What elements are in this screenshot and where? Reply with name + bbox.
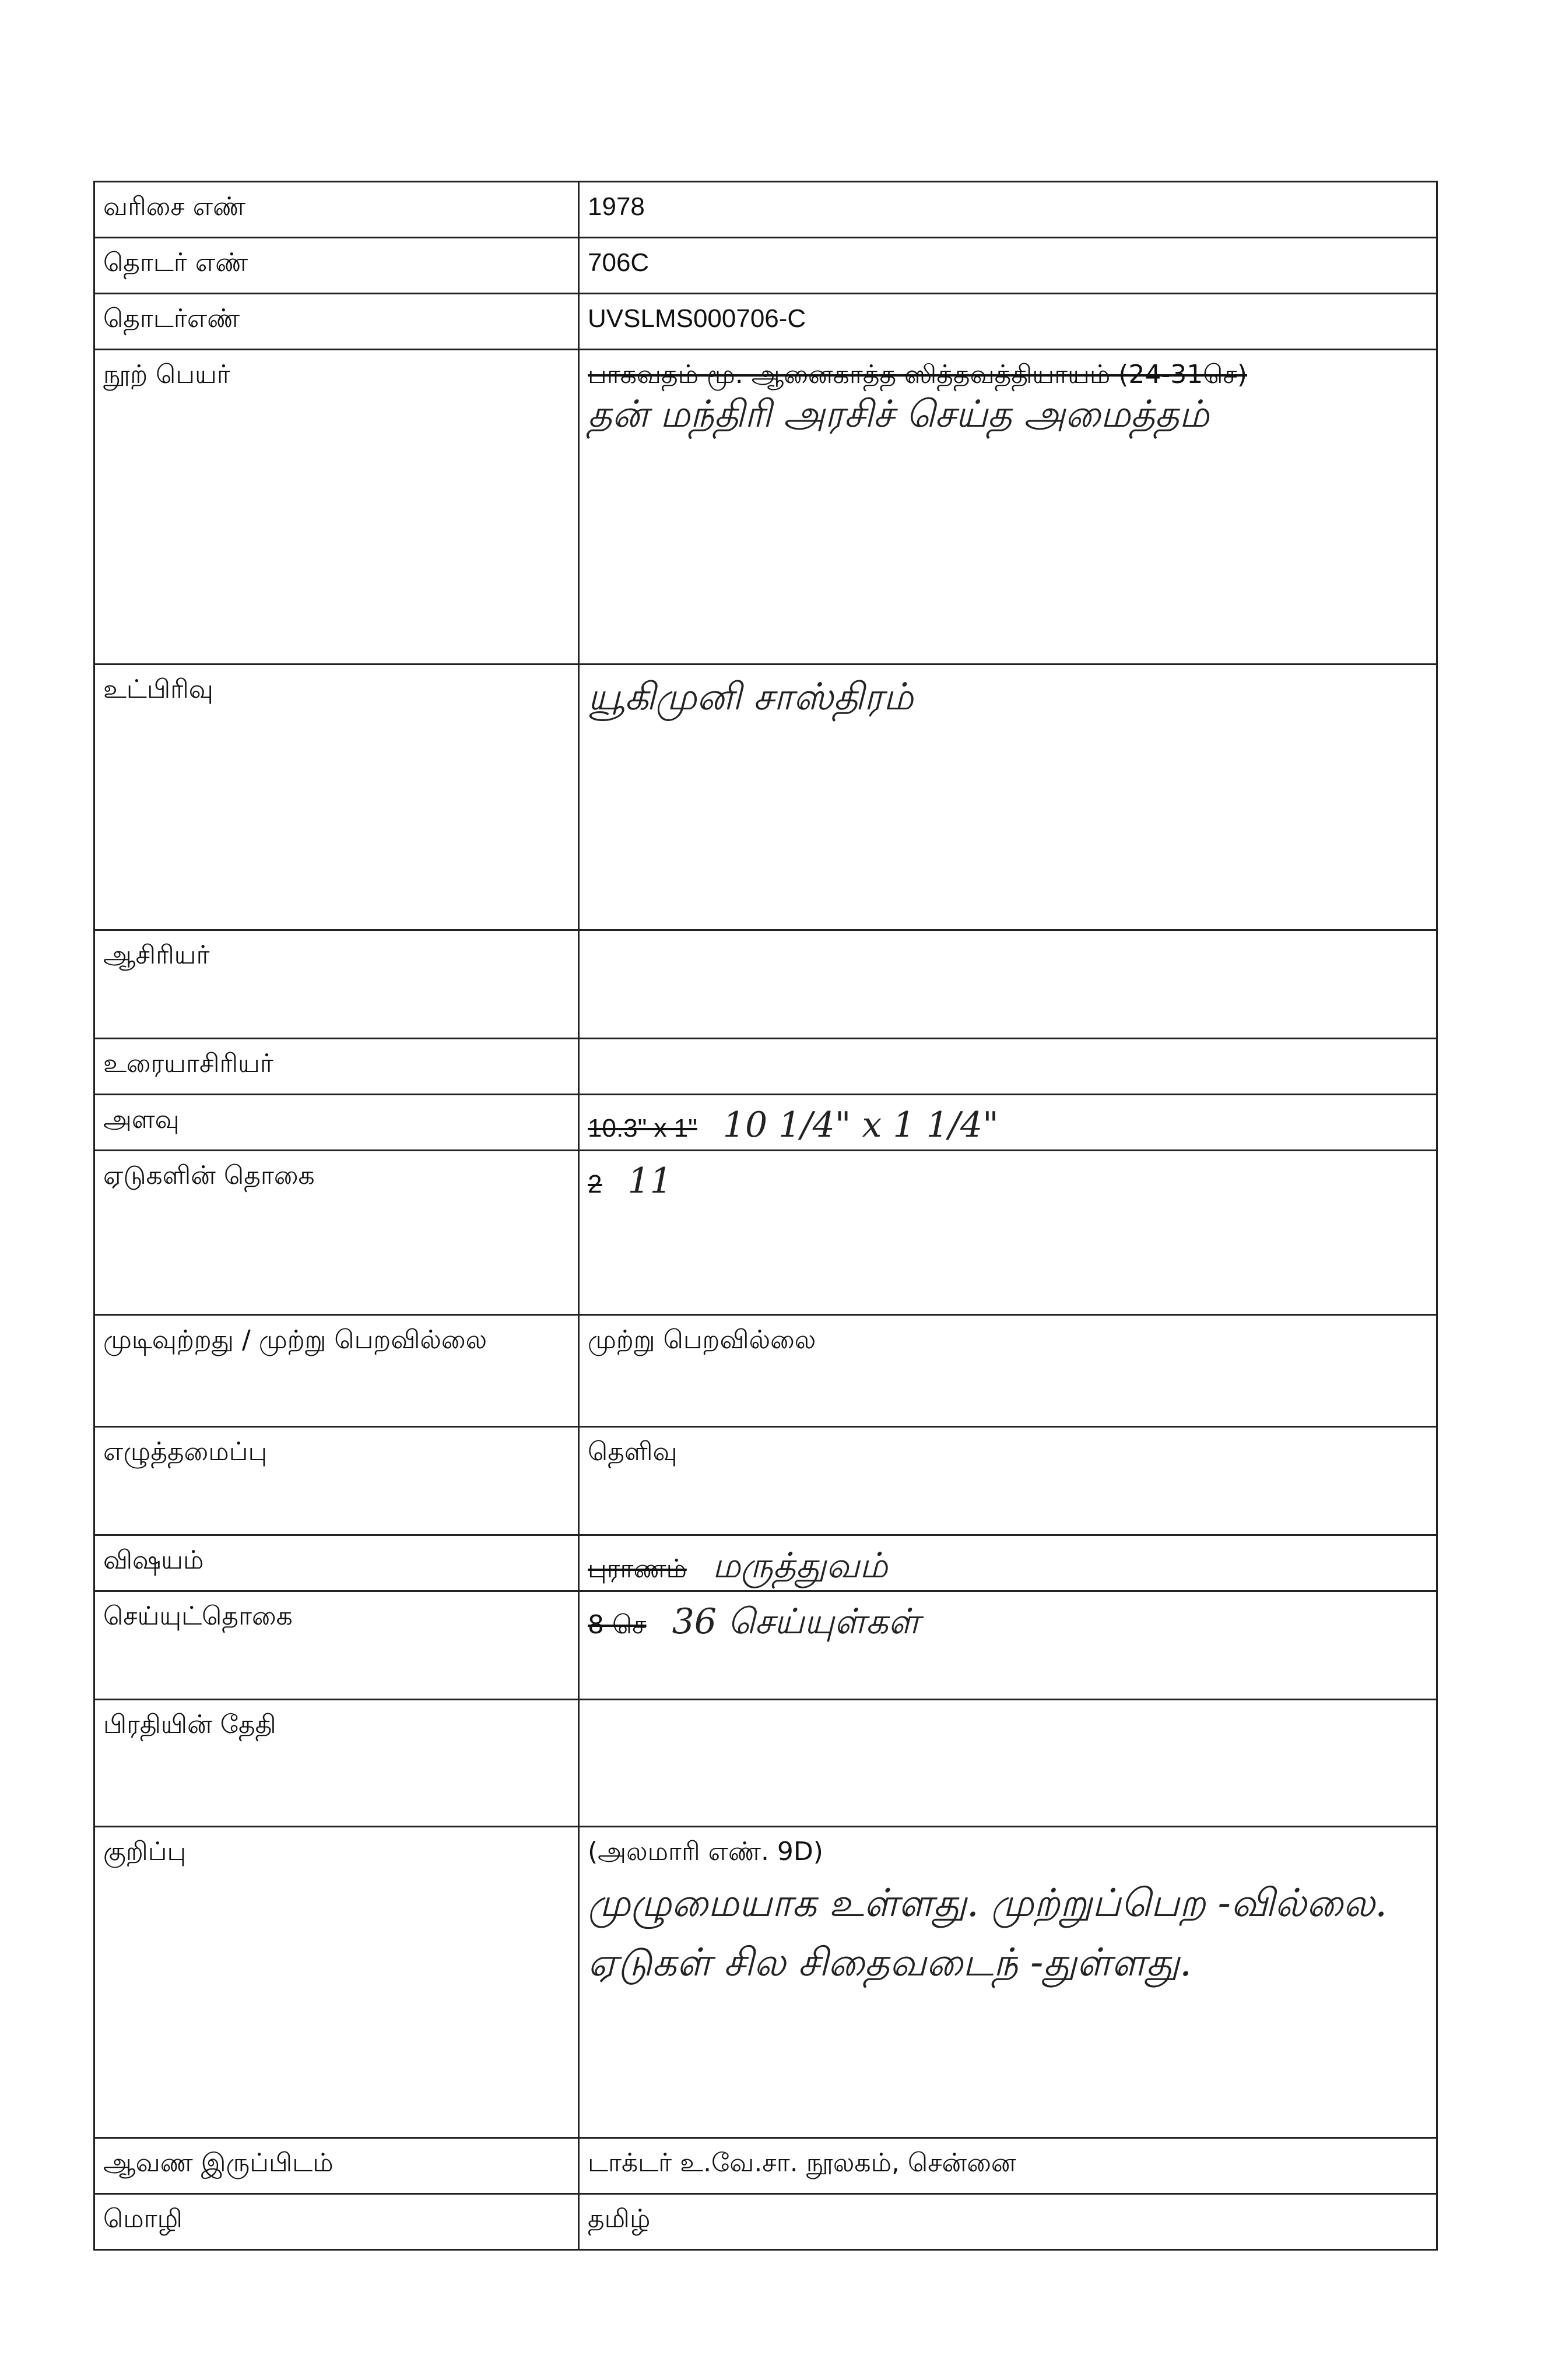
verse-count-handwritten-text: 36 செய்யுள்கள் bbox=[672, 1601, 920, 1642]
row-notes bbox=[94, 1827, 1437, 2138]
value-completion bbox=[579, 1315, 1437, 1427]
label-archive-location: ஆவண இருப்பிடம் bbox=[94, 2138, 579, 2194]
row-size bbox=[94, 1095, 1437, 1151]
row-author bbox=[94, 930, 1437, 1039]
row-subject bbox=[94, 1535, 1437, 1591]
series-number-text: 706C bbox=[588, 248, 650, 277]
label-copy-date: பிரதியின் தேதி bbox=[94, 1700, 579, 1827]
value-serial-number bbox=[579, 182, 1437, 238]
label-size: அளவு bbox=[94, 1095, 579, 1151]
label-title: நூற் பெயர் bbox=[94, 350, 579, 665]
subject-handwritten-text: மருத்துவம் bbox=[712, 1545, 888, 1586]
row-commentator bbox=[94, 1039, 1437, 1095]
label-commentator: உரையாசிரியர் bbox=[94, 1039, 579, 1095]
title-struck-text: பாகவதம் மூ. ஆனைகாத்த ஸித்தவத்தியாயம் (24-31செ) bbox=[588, 360, 1248, 389]
row-verse-count bbox=[94, 1591, 1437, 1700]
leaf-count-struck-text: 2 bbox=[588, 1170, 602, 1198]
serial-number-text: 1978 bbox=[588, 192, 645, 221]
row-script-clarity bbox=[94, 1427, 1437, 1535]
value-catalog-id bbox=[579, 294, 1437, 350]
label-script-clarity: எழுத்தமைப்பு bbox=[94, 1427, 579, 1535]
value-subject bbox=[579, 1535, 1437, 1591]
language-text: தமிழ் bbox=[588, 2204, 651, 2234]
label-verse-count: செய்யுட்தொகை bbox=[94, 1591, 579, 1700]
label-catalog-id: தொடர்எண் bbox=[94, 294, 579, 350]
label-subdivision: உட்பிரிவு bbox=[94, 665, 579, 930]
row-title bbox=[94, 350, 1437, 665]
row-completion bbox=[94, 1315, 1437, 1427]
script-clarity-text: தெளிவு bbox=[588, 1437, 678, 1467]
value-commentator bbox=[579, 1039, 1437, 1095]
catalog-id-text: UVSLMS000706-C bbox=[588, 304, 806, 333]
subdivision-handwritten-text: யூகிமுனி சாஸ்திரம் bbox=[588, 676, 914, 719]
value-verse-count bbox=[579, 1591, 1437, 1700]
subject-struck-text: புராணம் bbox=[588, 1554, 687, 1584]
label-serial-number: வரிசை எண் bbox=[94, 182, 579, 238]
label-subject: விஷயம் bbox=[94, 1535, 579, 1591]
row-series-number bbox=[94, 238, 1437, 294]
value-archive-location bbox=[579, 2138, 1437, 2194]
row-leaf-count bbox=[94, 1151, 1437, 1315]
label-notes: குறிப்பு bbox=[94, 1827, 579, 2138]
label-author: ஆசிரியர் bbox=[94, 930, 579, 1039]
value-copy-date bbox=[579, 1700, 1437, 1827]
value-subdivision bbox=[579, 665, 1437, 930]
value-author bbox=[579, 930, 1437, 1039]
archive-location-text: டாக்டர் உ.வே.சா. நூலகம், சென்னை bbox=[588, 2148, 1016, 2178]
verse-count-struck-text: 8 செ bbox=[588, 1610, 647, 1640]
leaf-count-handwritten-text: 11 bbox=[627, 1161, 672, 1201]
completion-text: முற்று பெறவில்லை bbox=[588, 1325, 816, 1355]
notes-printed-text: (அலமாரி எண். 9D) bbox=[588, 1837, 823, 1866]
value-series-number bbox=[579, 238, 1437, 294]
value-notes bbox=[579, 1827, 1437, 2138]
title-handwritten-text: தன் மந்திரி அரசிச் செய்த அமைத்தம் bbox=[588, 393, 1209, 436]
value-title bbox=[579, 350, 1437, 665]
row-copy-date bbox=[94, 1700, 1437, 1827]
row-language bbox=[94, 2194, 1437, 2250]
size-handwritten-text: 10 1/4" x 1 1/4" bbox=[722, 1105, 999, 1145]
value-size bbox=[579, 1095, 1437, 1151]
row-catalog-id bbox=[94, 294, 1437, 350]
row-serial-number bbox=[94, 182, 1437, 238]
value-leaf-count bbox=[579, 1151, 1437, 1315]
size-struck-text: 10.3" x 1" bbox=[588, 1114, 697, 1142]
row-archive-location bbox=[94, 2138, 1437, 2194]
value-language bbox=[579, 2194, 1437, 2250]
manuscript-record-table bbox=[93, 181, 1438, 2251]
label-language: மொழி bbox=[94, 2194, 579, 2250]
notes-handwritten-text: முழுமையாக உள்ளது. முற்றுப்பெற -வில்லை. ஏடுகள் சில சிதைவடைந் -துள்ளது. bbox=[588, 1880, 1388, 1985]
label-completion: முடிவுற்றது / முற்று பெறவில்லை bbox=[94, 1315, 579, 1427]
row-subdivision bbox=[94, 665, 1437, 930]
label-leaf-count: ஏடுகளின் தொகை bbox=[94, 1151, 579, 1315]
label-series-number: தொடர் எண் bbox=[94, 238, 579, 294]
value-script-clarity bbox=[579, 1427, 1437, 1535]
